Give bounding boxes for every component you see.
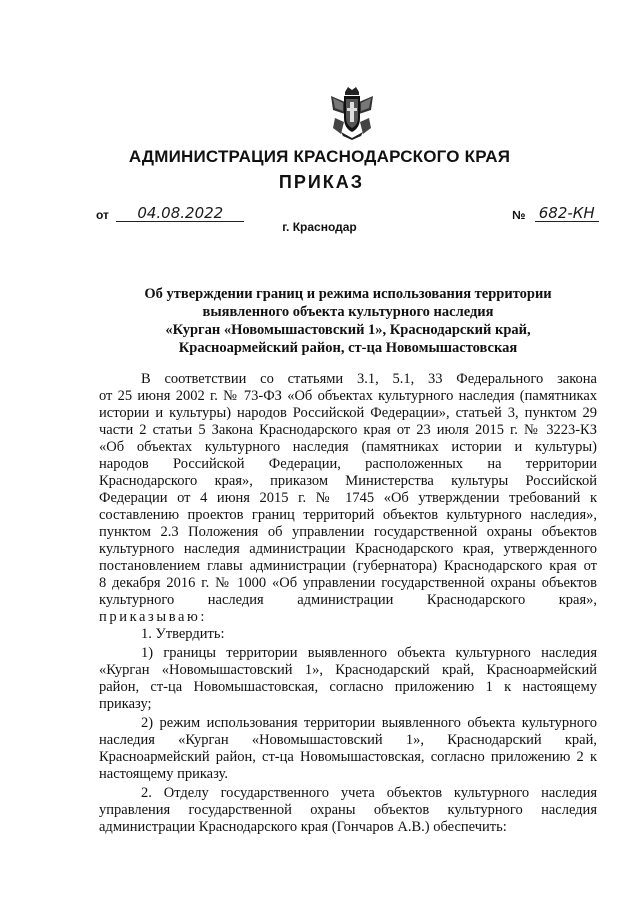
body-line: постановлением главы администрации (губернатора) Краснодарского края от [99,558,597,574]
subject-line: Красноармейский район, ст-ца Новомышастовская [178,340,518,356]
subject-line: выявленного объекта культурного наследия [202,304,494,320]
body-line: составлению проектов границ территорий объектов культурного наследия», [99,507,597,523]
document-body [99,371,597,836]
coat-of-arms-icon [327,84,377,140]
body-line: народов Российской Федерации, расположенных на территории [99,456,597,472]
body-line: части 2 статьи 5 Закона Краснодарского края от 23 июля 2015 г. № 3223-КЗ [99,422,597,438]
body-line: от 25 июня 2002 г. № 73-ФЗ «Об объектах культурного наследия (памятниках [99,388,597,404]
body-line: 8 декабря 2016 г. № 1000 «Об управлении государственной охраны объектов [99,575,597,591]
date-value: 04.08.2022 [116,205,244,222]
body-line: 2. Отделу государственного учета объектов культурного наследия [141,785,597,801]
body-line: культурного наследия администрации Краснодарского края», [99,592,597,608]
body-line: приказу; [99,696,152,712]
body-line: 1. Утвердить: [141,626,225,642]
body-line: администрации Краснодарского края (Гончаров А.В.) обеспечить: [99,819,507,835]
body-line: Федерации от 4 июня 2015 г. № 1745 «Об утверждении требований к [99,490,597,506]
body-line: В соответствии со статьями 3.1, 5.1, 33 Федерального закона [141,371,597,387]
organization-title: АДМИНИСТРАЦИЯ КРАСНОДАРСКОГО КРАЯ [128,147,511,166]
body-line: Краснодарского края», приказом Министерства культуры Российской [99,473,597,489]
body-line: наследия «Курган «Новомышастовский 1», Краснодарский край, [99,732,597,748]
city: г. Краснодар [282,220,357,234]
body-line: «Курган «Новомышастовский 1», Краснодарский край, Красноармейский [99,662,597,678]
document-type: ПРИКАЗ [278,172,365,192]
body-line: Красноармейский район, ст-ца Новомышастовская, согласно приложению 2 к [99,749,597,765]
body-line: пунктом 2.3 Положения об управлении государственной охраны объектов [99,524,597,540]
date-label: от [96,208,109,222]
body-line: истории и культуры) народов Российской Федерации», статьей 3, пунктом 29 [99,405,597,421]
document-subject [100,285,596,357]
body-line: культурного наследия администрации Краснодарского края, утвержденного [99,541,597,557]
number-value: 682-КН [535,205,599,222]
subject-line: «Курган «Новомышастовский 1», Краснодарский край, [165,322,531,338]
subject-line: Об утверждении границ и режима использования территории [144,286,552,302]
body-line: 2) режим использования территории выявленного объекта культурного [141,715,597,731]
body-line: настоящему приказу. [99,766,228,782]
body-line: 1) границы территории выявленного объекта культурного наследия [141,645,597,661]
body-line: район, ст-ца Новомышастовская, согласно приложению 1 к настоящему [99,679,597,695]
body-line: управления государственной охраны объектов культурного наследия [99,802,597,818]
body-line-order-word: приказываю: [99,609,208,625]
body-line: «Об объектах культурного наследия (памятниках истории и культуры) [99,439,597,455]
number-label: № [512,208,526,222]
